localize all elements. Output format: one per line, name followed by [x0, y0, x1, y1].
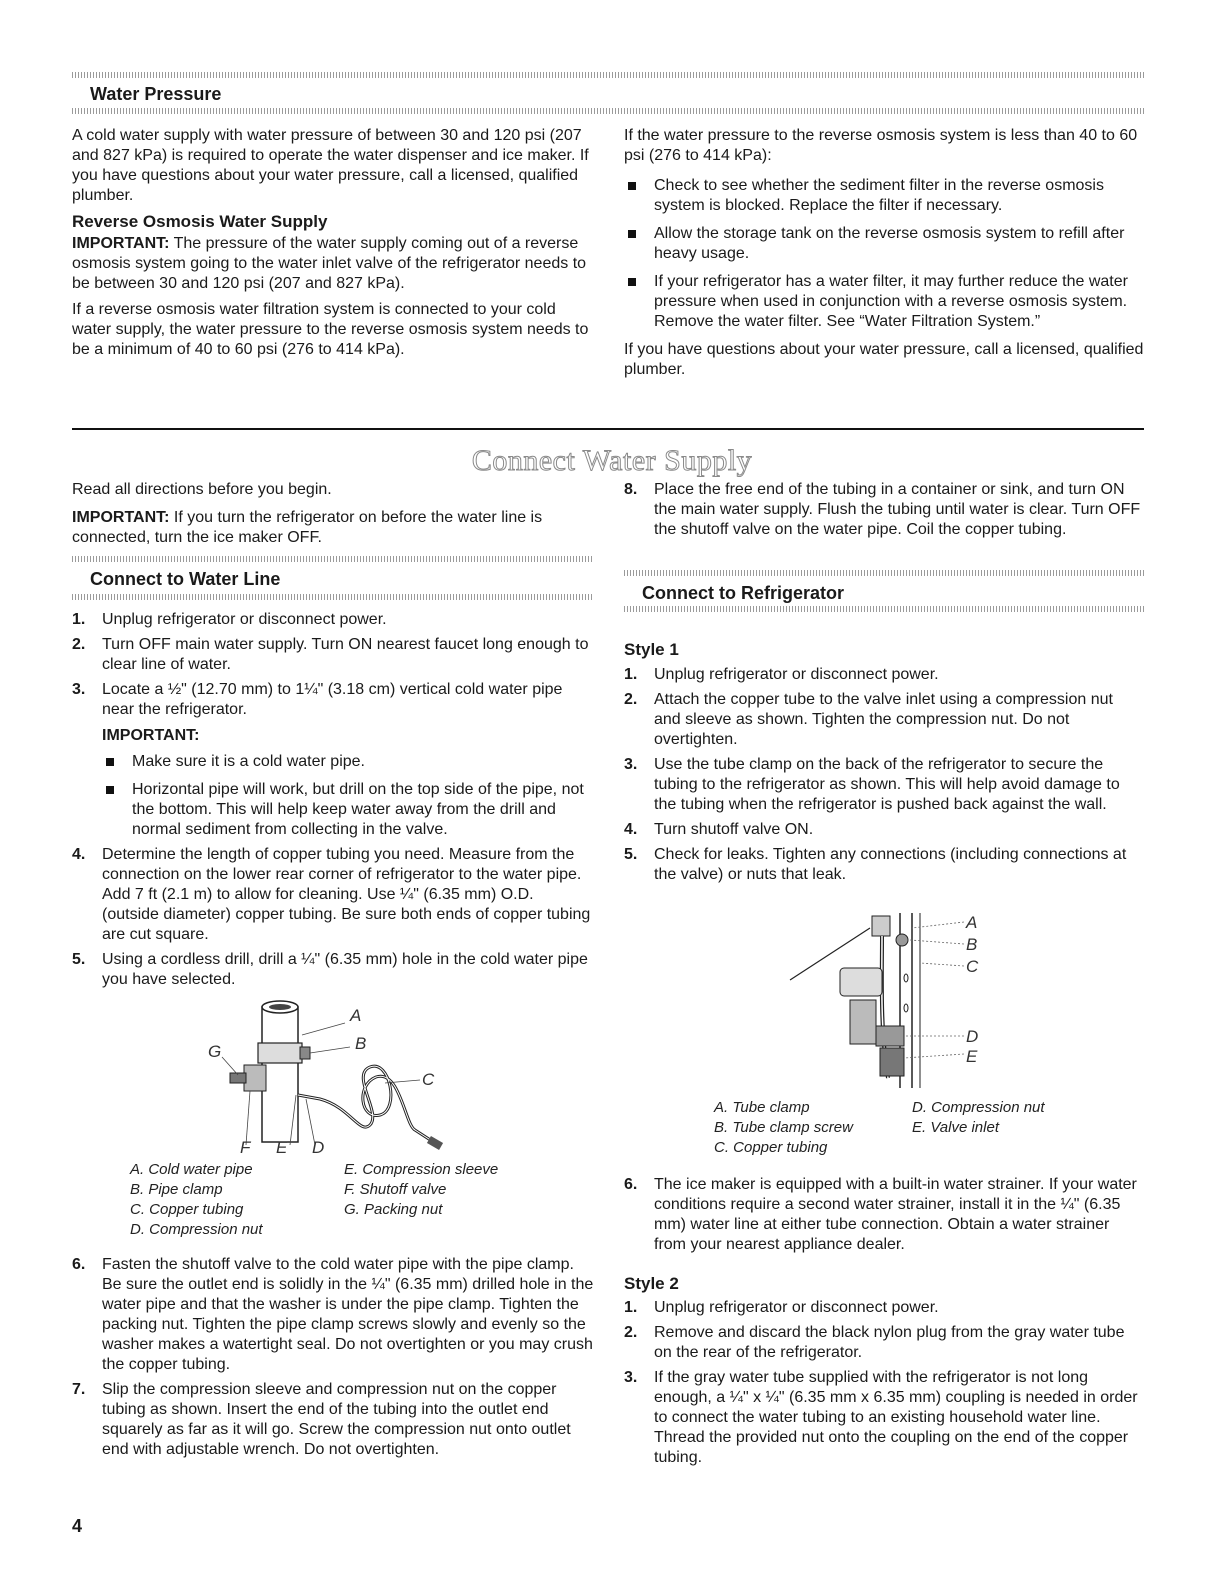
important-label: IMPORTANT: [72, 235, 170, 252]
caption-line: F. Shutoff valve [344, 1181, 447, 1198]
shutoff-valve-diagram [200, 995, 480, 1155]
top-rule [72, 72, 1144, 78]
step [72, 1380, 594, 1460]
water-line-steps-2 [72, 1255, 594, 1465]
step-number: 2. [72, 636, 86, 653]
caption-line: B. Pipe clamp [130, 1181, 223, 1198]
fig1-label-c: C [422, 1070, 435, 1089]
step-text: Unplug refrigerator or disconnect power. [654, 1299, 939, 1316]
step [624, 480, 1144, 540]
section-divider [72, 428, 1144, 430]
ro-title: Reverse Osmosis Water Supply [72, 212, 328, 231]
water-pressure-para: A cold water supply with water pressure of between 30 and 120 psi (207 and 827 kPa) is required to operate the water dispenser and ice maker. If you have questions about your water pressure, call a licensed, qualified plumber. [72, 127, 589, 204]
fig1-label-g: G [208, 1042, 222, 1061]
step-text: The ice maker is equipped with a built-in water strainer. If your water conditions require a second water strainer, install it in the ¼" (6.35 mm) water line at either tube connection. Obtain a water strainer from your nearest appliance dealer. [654, 1176, 1137, 1253]
fig1-label-f: F [240, 1138, 251, 1155]
step-number: 1. [72, 611, 86, 628]
step [624, 1323, 1144, 1363]
step [624, 845, 1144, 885]
connect-left-intro [72, 480, 594, 554]
ro-para: If a reverse osmosis water filtration system is connected to your cold water supply, the water pressure to the reverse osmosis system needs to be a minimum of 40 to 60 psi (276 to 414 kPa). [72, 301, 589, 358]
list-item: If your refrigerator has a water filter, it may further reduce the water pressure when used in conjunction with a reverse osmosis system. Remove the water filter. See “Water Filtration System.” [624, 272, 1144, 332]
style2-title: Style 2 [624, 1274, 679, 1293]
step-text: Turn OFF main water supply. Turn ON nearest faucet long enough to clear line of water. [102, 636, 589, 673]
fig1-caption-left [130, 1160, 320, 1240]
step [72, 635, 594, 675]
caption-line: G. Packing nut [344, 1201, 443, 1218]
step-number: 6. [72, 1256, 86, 1273]
step [624, 665, 1144, 685]
step-text: Unplug refrigerator or disconnect power. [654, 666, 939, 683]
fig2-caption-right [912, 1098, 1112, 1138]
fig2-label-e: E [966, 1047, 978, 1066]
step [72, 680, 594, 840]
style1-steps [624, 665, 1144, 890]
caption-line: D. Compression nut [912, 1099, 1045, 1116]
step [72, 610, 594, 630]
step-number: 8. [624, 481, 638, 498]
step [624, 1175, 1144, 1255]
step-number: 1. [624, 1299, 638, 1316]
water-pressure-title: Water Pressure [90, 84, 222, 104]
style2-steps [624, 1298, 1144, 1473]
fig2-label-d: D [966, 1027, 979, 1046]
valve-inlet-diagram [780, 908, 1000, 1093]
step-number: 3. [72, 681, 86, 698]
connect-important [72, 508, 594, 548]
step [624, 1368, 1144, 1468]
step-number: 4. [624, 821, 638, 838]
water-line-rule-bottom [72, 594, 594, 600]
step-number: 5. [72, 951, 86, 968]
step3-bullets [102, 752, 594, 840]
step-text: Locate a ½" (12.70 mm) to 1¼" (3.18 cm) vertical cold water pipe near the refrigerator. [102, 681, 563, 718]
caption-line: A. Cold water pipe [130, 1161, 253, 1178]
connect-intro: Read all directions before you begin. [72, 481, 332, 498]
fig2-label-a: A [966, 913, 978, 932]
step-text: Fasten the shutoff valve to the cold water pipe with the pipe clamp. Be sure the outlet end is solidly in the ¼" (6.35 mm) drilled hole in the water pipe and that the washer is under the pipe clamp. Tighten the packing nut. Tighten the pipe clamp screws slowly and evenly so the washer makes a watertight seal. Do not overtighten or you may crush the copper tubing. [102, 1256, 594, 1373]
caption-line: D. Compression nut [130, 1221, 263, 1238]
step-number: 1. [624, 666, 638, 683]
step-number: 2. [624, 691, 638, 708]
step-text: Attach the copper tube to the valve inlet using a compression nut and sleeve as shown. Tighten the compression nut. Do not overtighten. [654, 691, 1113, 748]
page-number: 4 [72, 1516, 83, 1536]
fig2-caption-left [714, 1098, 904, 1158]
step-text: Turn shutoff valve ON. [654, 821, 814, 838]
ro-important [72, 234, 594, 294]
step8-block [624, 480, 1144, 545]
fig1-caption-right [344, 1160, 544, 1220]
step-number: 5. [624, 846, 638, 863]
step-number: 6. [624, 1176, 638, 1193]
list-item: Make sure it is a cold water pipe. [102, 752, 594, 772]
fig2-label-c: C [966, 957, 979, 976]
caption-line: C. Copper tubing [130, 1201, 244, 1218]
water-line-rule-top [72, 556, 594, 562]
fig1-label-e: E [276, 1138, 288, 1155]
water-pressure-right [624, 126, 1144, 386]
step [624, 820, 1144, 840]
step-number: 7. [72, 1381, 86, 1398]
caption-line: B. Tube clamp screw [714, 1119, 853, 1136]
step [624, 1298, 1144, 1318]
caption-line: C. Copper tubing [714, 1139, 828, 1156]
step-text: Check for leaks. Tighten any connections (including connections at the valve) or nuts that leak. [654, 846, 1127, 883]
step [72, 845, 594, 945]
step-text: Using a cordless drill, drill a ¼" (6.35 mm) hole in the cold water pipe you have selected. [102, 951, 588, 988]
ro-bullets [624, 176, 1144, 332]
connect-important-text: If you turn the refrigerator on before the water line is connected, turn the ice maker OFF. [72, 509, 543, 546]
step-number: 2. [624, 1324, 638, 1341]
connect-heading: Connect Water Supply [471, 444, 753, 477]
step-number: 3. [624, 756, 638, 773]
water-pressure-left [72, 126, 594, 366]
fridge-rule-bottom [624, 606, 1144, 612]
step-text: Determine the length of copper tubing you need. Measure from the connection on the lower rear corner of refrigerator to the water pipe. Add 7 ft (2.1 m) to allow for cleaning. Use ¼" (6.35 mm) O.D. (outside diameter) copper tubing. Be sure both ends of copper tubing are cut square. [102, 846, 591, 943]
step-text: If the gray water tube supplied with the refrigerator is not long enough, a ¼" x ¼" (6.35 mm x 6.35 mm) coupling is needed in order to connect the water tubing to an existing household water line. Thread the provided nut onto the coupling on the end of the copper tubing. [654, 1369, 1138, 1466]
step [624, 690, 1144, 750]
ro-important-text: The pressure of the water supply coming out of a reverse osmosis system going to the water inlet valve of the refrigerator needs to be between 30 and 120 psi (207 and 827 kPa). [72, 235, 587, 292]
list-item: Check to see whether the sediment filter in the reverse osmosis system is blocked. Replace the filter if necessary. [624, 176, 1144, 216]
step-text: Slip the compression sleeve and compression nut on the copper tubing as shown. Insert the end of the tubing into the outlet end squarely as far as it will go. Screw the compression nut onto outlet end with adjustable wrench. Do not overtighten. [102, 1381, 571, 1458]
fig1-label-d: D [312, 1138, 325, 1155]
ro-closing: If you have questions about your water pressure, call a licensed, qualified plumber. [624, 341, 1144, 378]
step-text: Place the free end of the tubing in a container or sink, and turn ON the main water supply. Flush the tubing until water is clear. Turn OFF the shutoff valve on the water pipe. Coil the copper tubing. [654, 481, 1141, 538]
fig2-label-b: B [966, 935, 978, 954]
caption-line: E. Compression sleeve [344, 1161, 499, 1178]
water-pressure-rule [72, 108, 1144, 114]
important-label: IMPORTANT: [72, 509, 170, 526]
ro-intro: If the water pressure to the reverse osmosis system is less than 40 to 60 psi (276 to 414 kPa): [624, 127, 1138, 164]
step-text: Use the tube clamp on the back of the refrigerator to secure the tubing to the refrigerator as shown. This will help avoid damage to the tubing when the refrigerator is pushed back against the wall. [654, 756, 1120, 813]
fig1-label-b: B [355, 1034, 367, 1053]
fridge-rule-top [624, 570, 1144, 576]
step-number: 4. [72, 846, 86, 863]
fig1-label-a: A [350, 1006, 362, 1025]
step-text: Unplug refrigerator or disconnect power. [102, 611, 387, 628]
step3-important: IMPORTANT: [102, 727, 200, 744]
fridge-title: Connect to Refrigerator [642, 583, 845, 603]
step [72, 1255, 594, 1375]
caption-line: A. Tube clamp [714, 1099, 810, 1116]
step [624, 755, 1144, 815]
caption-line: E. Valve inlet [912, 1119, 999, 1136]
list-item: Allow the storage tank on the reverse osmosis system to refill after heavy usage. [624, 224, 1144, 264]
step-text: Remove and discard the black nylon plug from the gray water tube on the rear of the refrigerator. [654, 1324, 1125, 1361]
water-line-steps [72, 610, 594, 995]
step-number: 3. [624, 1369, 638, 1386]
step [72, 950, 594, 990]
water-line-title: Connect to Water Line [90, 569, 281, 589]
list-item: Horizontal pipe will work, but drill on the top side of the pipe, not the bottom. This will help keep water away from the drill and normal sediment from collecting in the valve. [102, 780, 594, 840]
style1-title: Style 1 [624, 640, 679, 659]
style1-step6 [624, 1175, 1144, 1260]
